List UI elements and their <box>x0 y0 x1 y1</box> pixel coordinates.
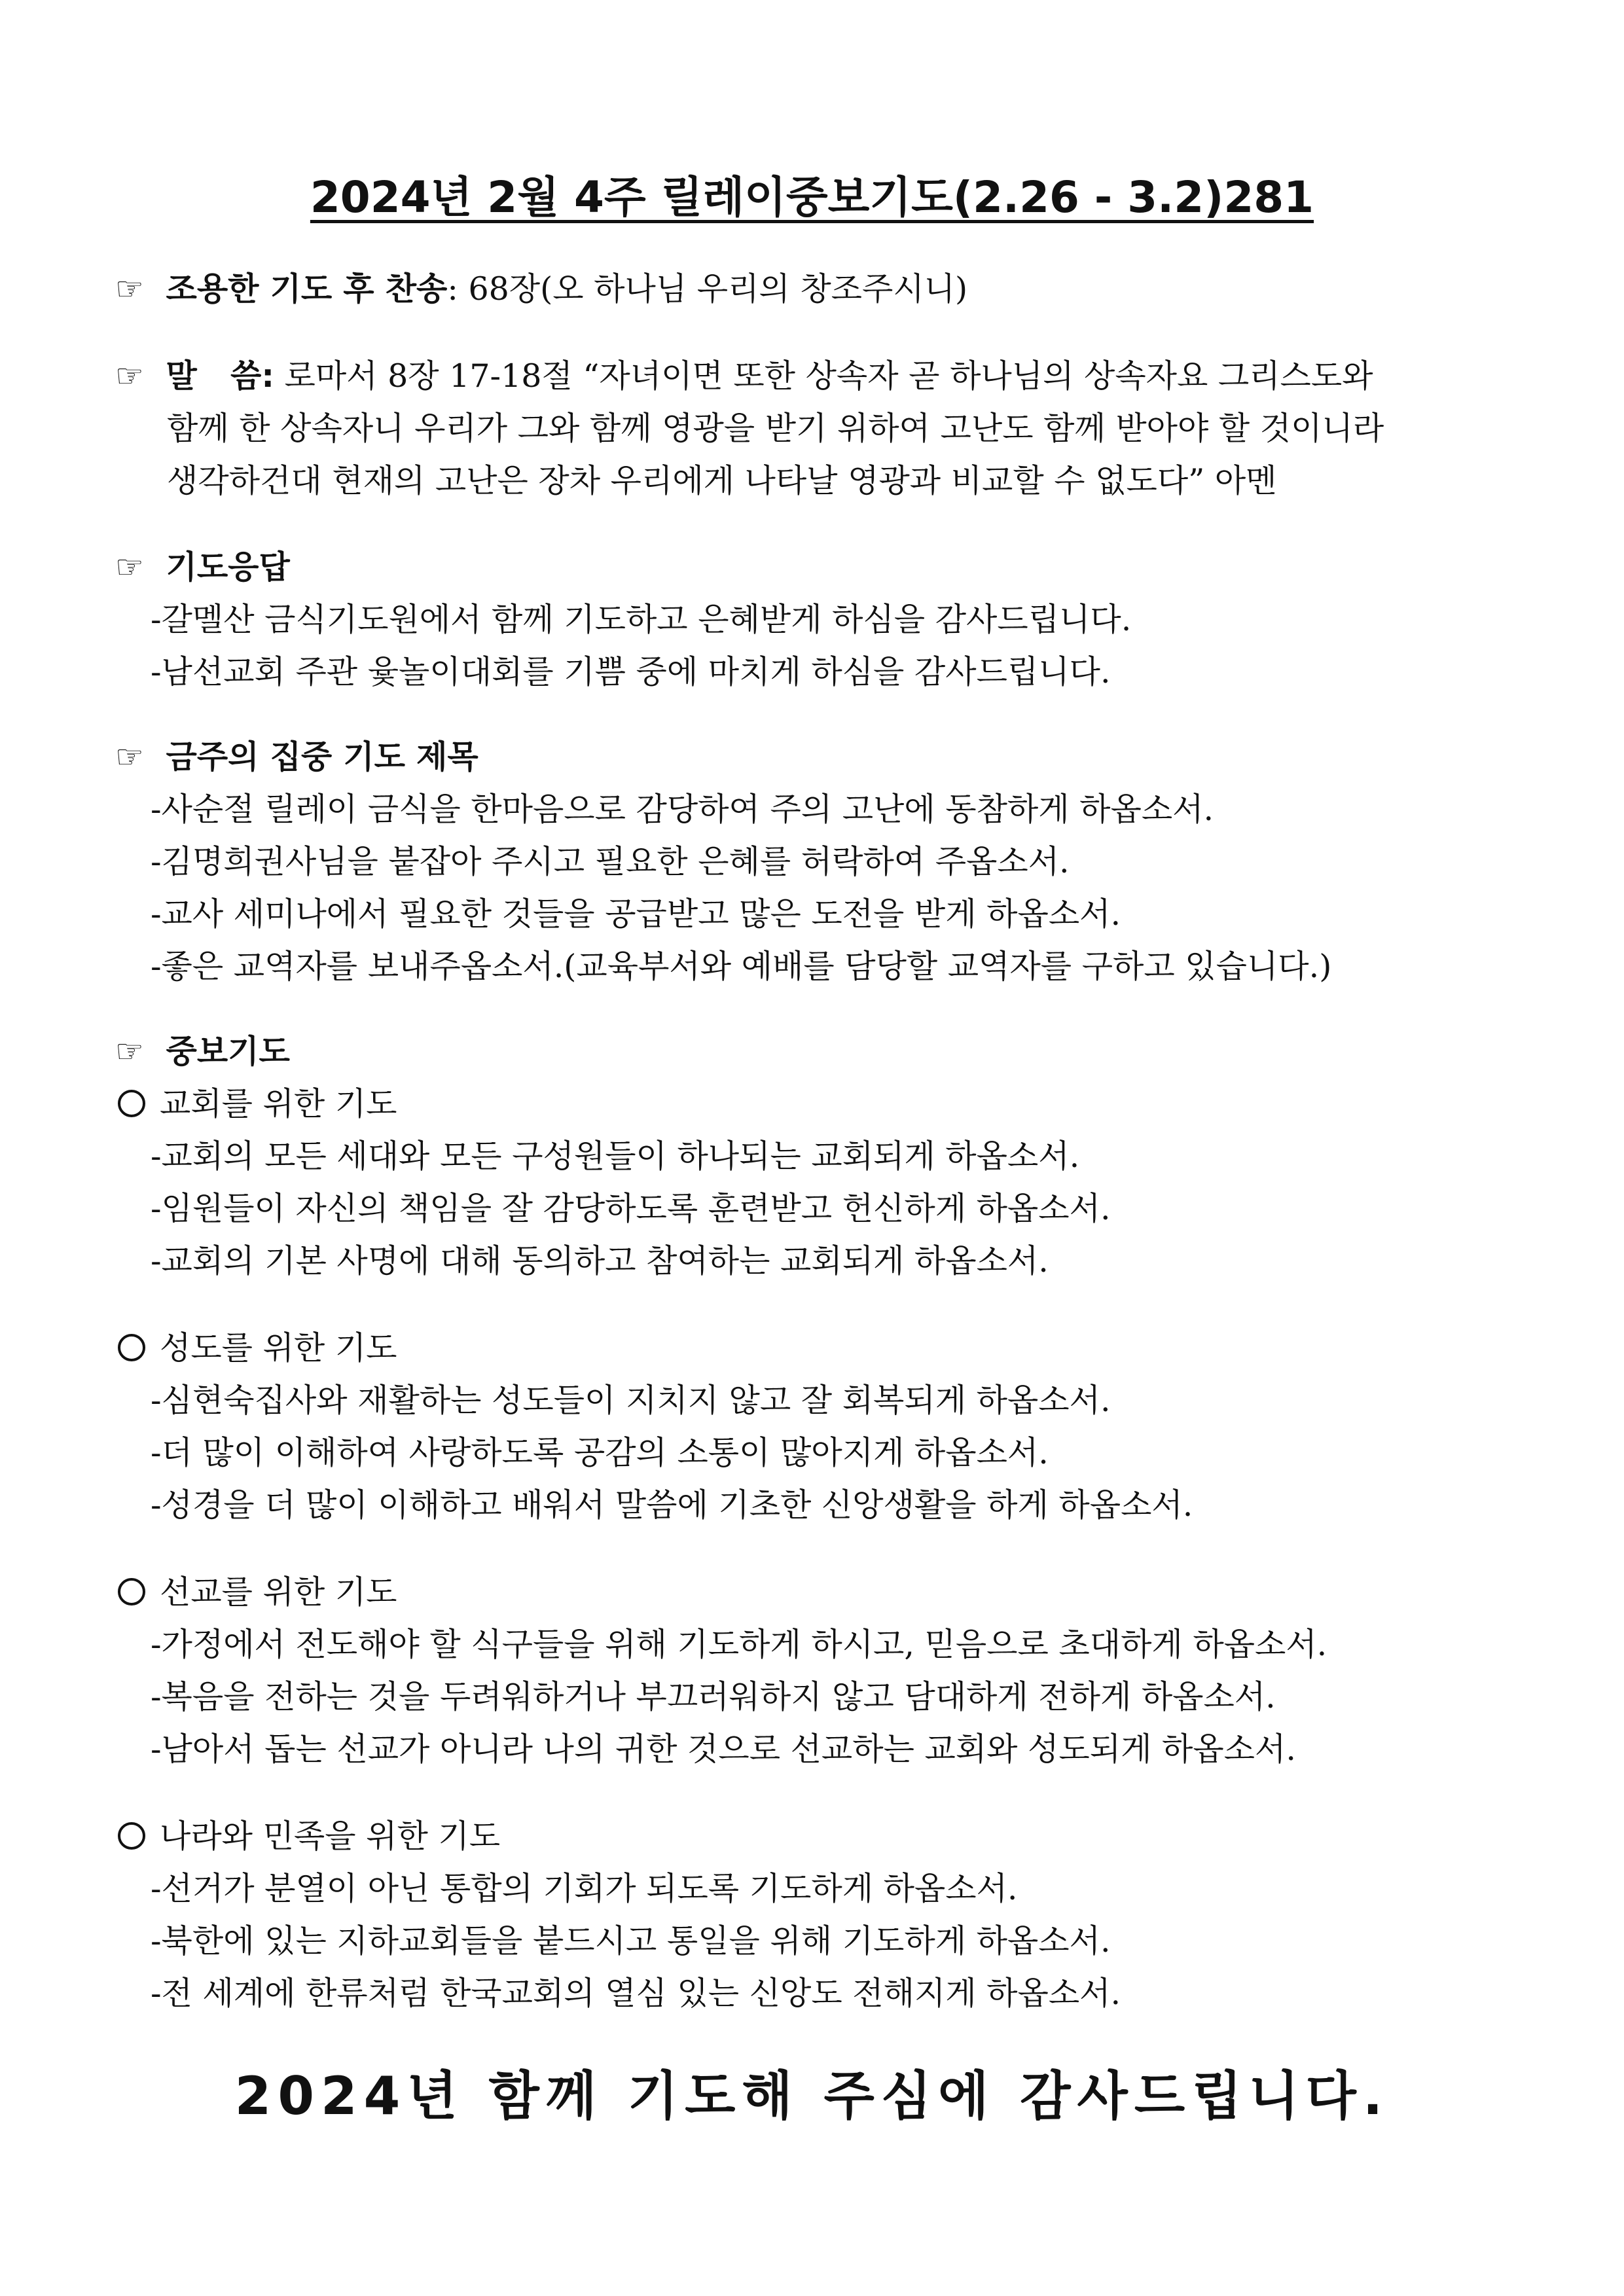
list-item: -교회의 모든 세대와 모든 구성원들이 하나되는 교회되게 하옵소서. <box>151 1138 1080 1175</box>
list-item: -성경을 더 많이 이해하고 배워서 말씀에 기초한 신앙생활을 하게 하옵소서. <box>151 1486 1193 1524</box>
page-title: 2024년 2월 4주 릴레이중보기도(2.26 - 3.2)281 <box>310 172 1314 223</box>
list-item: -임원들이 자신의 책임을 잘 감당하도록 훈련받고 헌신하게 하옵소서. <box>151 1190 1111 1227</box>
list-item: -북한에 있는 지하교회들을 붙드시고 통일을 위해 기도하게 하옵소서. <box>151 1922 1111 1960</box>
word-line-2: 함께 한 상속자니 우리가 그와 함께 영광을 받기 위하여 고난도 함께 받아야 할 것이니라 <box>167 410 1384 447</box>
list-item: -남선교회 주관 윷놀이대회를 기쁨 중에 마치게 하심을 감사드립니다. <box>151 653 1111 691</box>
closing-thanks: 2024년 함께 기도해 주심에 감사드립니다. <box>234 2066 1390 2126</box>
word-text: 로마서 8장 17-18절 “자녀이면 또한 상속자 곧 하나님의 상속자요 그리스도와 <box>284 357 1373 395</box>
group-heading-text: 교회를 위한 기도 <box>160 1085 397 1122</box>
list-item: -심현숙집사와 재활하는 성도들이 지치지 않고 잘 회복되게 하옵소서. <box>151 1382 1111 1419</box>
hymn-label: 조용한 기도 후 찬송 <box>166 270 448 308</box>
focus-heading <box>115 738 478 777</box>
word-line-1 <box>115 357 1373 396</box>
word-label: 말 씀: <box>166 357 274 395</box>
list-item: -교사 세미나에서 필요한 것들을 공급받고 많은 도전을 받게 하옵소서. <box>151 895 1121 933</box>
list-item: -남아서 돕는 선교가 아니라 나의 귀한 것으로 선교하는 교회와 성도되게 하옵소서. <box>151 1731 1296 1768</box>
hymn-text: : 68장(오 하나님 우리의 창조주시니) <box>447 270 968 308</box>
answers-heading <box>115 548 290 587</box>
hymn-line <box>115 270 967 309</box>
focus-label: 금주의 집중 기도 제목 <box>166 738 478 776</box>
list-item: -선거가 분열이 아닌 통합의 기회가 되도록 기도하게 하옵소서. <box>151 1870 1018 1907</box>
pointing-hand-icon: ☞ <box>115 357 144 395</box>
prayer-group-heading <box>118 1085 397 1124</box>
pointing-hand-icon: ☞ <box>115 548 144 586</box>
group-heading-text: 성도를 위한 기도 <box>160 1329 397 1367</box>
list-item: -교회의 기본 사명에 대해 동의하고 참여하는 교회되게 하옵소서. <box>151 1242 1049 1280</box>
circle-bullet-icon <box>118 1822 145 1850</box>
list-item: -전 세계에 한류처럼 한국교회의 열심 있는 신앙도 전해지게 하옵소서. <box>151 1975 1121 2012</box>
list-item: -갈멜산 금식기도원에서 함께 기도하고 은혜받게 하심을 감사드립니다. <box>151 601 1132 638</box>
prayer-group-heading <box>118 1573 397 1612</box>
group-heading-text: 나라와 민족을 위한 기도 <box>160 1818 501 1855</box>
word-line-3: 생각하건대 현재의 고난은 장차 우리에게 나타날 영광과 비교할 수 없도다” 아멘 <box>167 462 1277 499</box>
list-item: -더 많이 이해하여 사랑하도록 공감의 소통이 많아지게 하옵소서. <box>151 1434 1049 1471</box>
circle-bullet-icon <box>118 1090 145 1117</box>
circle-bullet-icon <box>118 1334 145 1361</box>
list-item: -김명희권사님을 붙잡아 주시고 필요한 은혜를 허락하여 주옵소서. <box>151 843 1070 880</box>
pointing-hand-icon: ☞ <box>115 270 144 308</box>
list-item: -복음을 전하는 것을 두려워하거나 부끄러워하지 않고 담대하게 전하게 하옵소서. <box>151 1678 1276 1715</box>
pointing-hand-icon: ☞ <box>115 1033 144 1070</box>
list-item: -가정에서 전도해야 할 식구들을 위해 기도하게 하시고, 믿음으로 초대하게 하옵소서. <box>151 1626 1327 1663</box>
prayer-group-heading <box>118 1329 397 1368</box>
list-item: -사순절 릴레이 금식을 한마음으로 감당하여 주의 고난에 동참하게 하옵소서. <box>151 791 1214 828</box>
prayer-group-heading <box>118 1817 500 1856</box>
intercession-heading <box>115 1032 290 1071</box>
group-heading-text: 선교를 위한 기도 <box>160 1573 397 1611</box>
pointing-hand-icon: ☞ <box>115 738 144 776</box>
intercession-label: 중보기도 <box>166 1033 290 1070</box>
circle-bullet-icon <box>118 1578 145 1605</box>
answers-label: 기도응답 <box>166 548 290 586</box>
list-item: -좋은 교역자를 보내주옵소서.(교육부서와 예배를 담당할 교역자를 구하고 있습니다.) <box>151 948 1332 985</box>
